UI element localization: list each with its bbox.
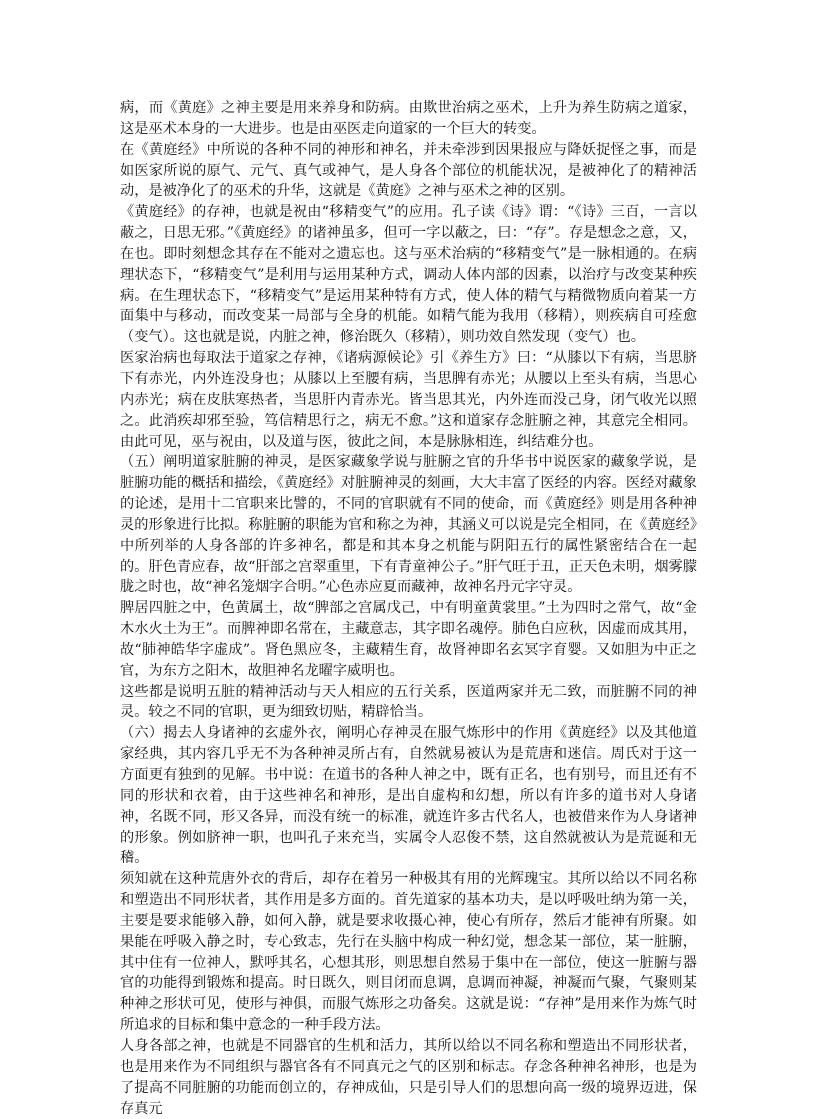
- paragraph-1: 病，而《黄庭》之神主要是用来养身和防病。由欺世治病之巫术，上升为养生防病之道家，这是巫术本身的一大进步。也是由巫医走向道家的一个巨大的转变。: [120, 100, 697, 137]
- paragraph-7: 这些都是说明五脏的精神活动与天人相应的五行关系，医道两家并无二致，而脏腑不同的神灵。较之不同的官职，更为细致切贴，精辟恰当。: [120, 683, 697, 721]
- paragraph-4: 医家治病也每取法于道家之存神，《诸病源候论》引《养生方》曰：“从膝以下有病，当思脐下有赤光，内外连没身也；从膝以上至腰有病，当思脾有赤光；从腰以上至头有病，当思心内赤光；病在皮肤寒热者，当思肝内青赤光。皆当思其光，内外连而没己身，闭气收光以照之。此消疾却邪至验，笃信精思行之，病无不愈。”这和道家存念脏腑之神，其意完全相同。由此可见，巫与祝由，以及道与医，彼此之间，本是脉脉相连，纠结难分也。: [120, 350, 697, 450]
- paragraph-3: 《黄庭经》的存神，也就是祝由“移精变气”的应用。孔子读《诗》谓：“《诗》三百，一言以蔽之，日思无邪。”《黄庭经》的诸神虽多，但可一字以蔽之，曰：“存”。存是想念之意，又，在也。即时刻想念其存在不能对之遗忘也。这与巫术治病的“移精变气”是一脉相通的。在病理状态下，“移精变气”是利用与运用某种方式，调动人体内部的因素，以治疗与改变某种疾病。在生理状态下，“移精变气”是运用某种特有方式，使人体的精气与精微物质向着某一方面集中与移动，而改变某一局部与全身的机能。如精气能为我用（移精），则疾病自可痊愈（变气）。这也就是说，内脏之神，修治既久（移精），则功效自然发现（变气）也。: [120, 204, 697, 346]
- paragraph-8: （六）揭去人身诸神的玄虚外衣，阐明心存神灵在服气炼形中的作用《黄庭经》以及其他道家经典，其内容几乎无不为各种神灵所占有，自然就易被认为是荒唐和迷信。周氏对于这一方面更有独到的见解。书中说：在道书的各种人神之中，既有正名，也有别号，而且还有不同的形状和衣着，由于这些神名和神形，是出自虚构和幻想，所以有许多的道书对人身诸神，名既不同，形又各异，而没有统一的标准，就连许多古代名人，也被借来作为人身诸神的形象。例如脐神一职，也叫孔子来充当，实属令人忍俊不禁，这自然就被认为是荒诞和无稽。: [120, 725, 697, 867]
- paragraph-6: 脾居四脏之中，色黄属土，故“脾部之宫属戊己，中有明童黄裳里。”土为四时之常气，故“金木水火土为王”。而脾神即名常在，主藏意志，其字即名魂停。肺色白应秋，因虚而成其用，故“肺神皓华字虚成”。肾色黑应冬，主藏精生育，故肾神即名玄冥字育婴。又如胆为中正之官，为东方之阳木，故胆神名龙曜字威明也。: [120, 600, 697, 679]
- paragraph-9: 须知就在这种荒唐外衣的背后，却存在着另一种极其有用的光辉瑰宝。其所以给以不同名称和塑造出不同形状者，其作用是多方面的。首先道家的基本功夫，是以呼吸吐纳为第一关，主要是要求能够入静，如何入静，就是要求收摄心神，使心有所存，然后才能神有所聚。如果能在呼吸入静之时，专心致志，先行在头脑中构成一种幻觉，想念某一部位，某一脏腑，其中住有一位神人，默呼其名，心想其形，则思想自然易于集中在一部位，使这一脏腑与器官的功能得到锻炼和提高。时日既久，则目闭而息调，息调而神凝，神凝而气聚，气聚则某种神之形状可见，使形与神俱，而服气炼形之功备矣。这就是说：“存神”是用来作为炼气时所追求的目标和集中意念的一种手段方法。: [120, 871, 697, 1034]
- paragraph-5: （五）阐明道家脏腑的神灵，是医家藏象学说与脏腑之官的升华书中说医家的藏象学说，是脏腑功能的概括和描绘，《黄庭经》对脏腑神灵的刻画，大大丰富了医经的内容。医经对藏象的论述，是用十二官职来比譬的，不同的官职就有不同的使命，而《黄庭经》则是用各种神灵的形象进行比拟。称脏腑的职能为官和称之为神，其涵义可以说是完全相同，在《黄庭经》中所列举的人身各部的许多神名，都是和其本身之机能与阴阳五行的属性紧密结合在一起的。肝色青应春，故“肝部之宫翠重里，下有青童神公子。”肝气旺于丑，正天色未明，烟雾朦胧之时也，故“神名笼烟字合明。”心色赤应夏而藏神，故神名丹元字守灵。: [120, 454, 697, 596]
- document-page: [120, 98, 697, 1119]
- paragraph-2: 在《黄庭经》中所说的各种不同的神形和神名，并未牵涉到因果报应与降妖捉怪之事，而是如医家所说的原气、元气、真气或神气，是人身各个部位的机能状况，是被神化了的精神活动，是被净化了的巫术的升华，这就是《黄庭》之神与巫术之神的区别。: [120, 141, 697, 200]
- paragraph-10: 人身各部之神，也就是不同器官的生机和活力，其所以给以不同名称和塑造出不同形状者，也是用来作为不同组织与器官各有不同真元之气的区别和标志。存念各种神名神形，也是为了提高不同脏腑的功能而创立的，存神成仙，只是引导人们的思想向高一级的境界迈进，保存真元: [120, 1037, 697, 1117]
